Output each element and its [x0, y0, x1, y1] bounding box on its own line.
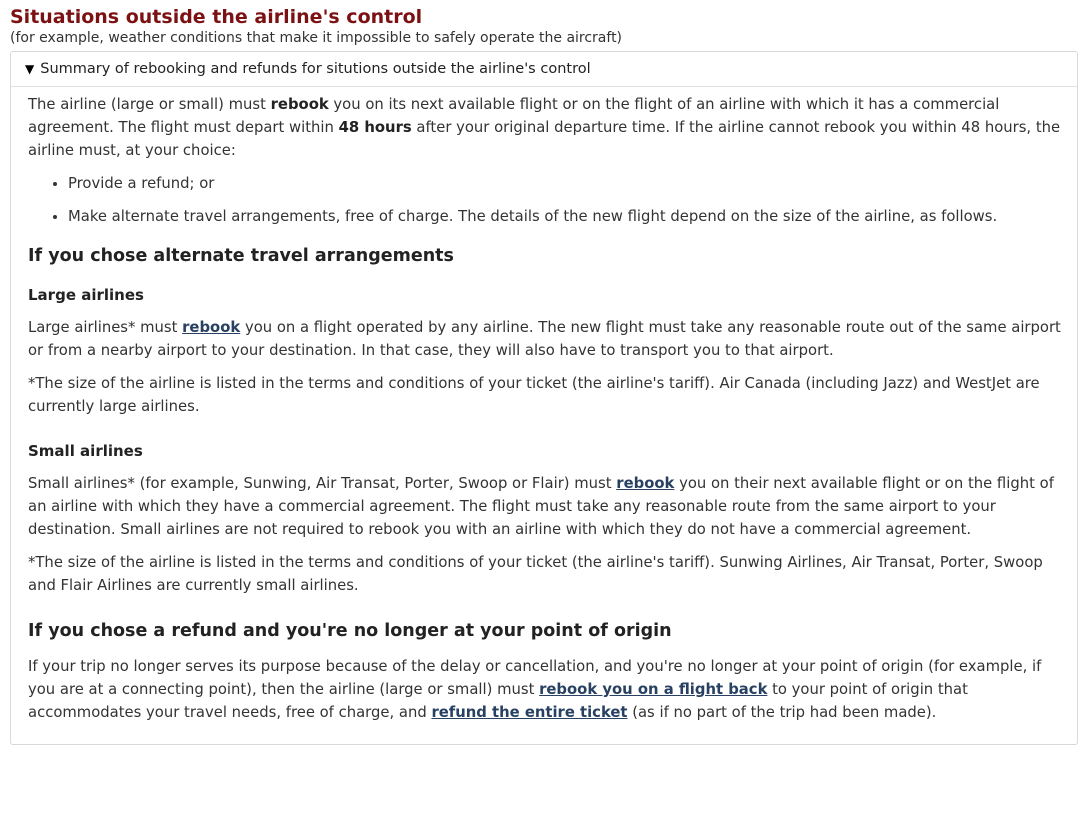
small-text-2: you on their next available flight or on the flight of an airline with which they have a commercial agreement. The flight must take any reasonable route from the same airport to your destination. Small airlines are not required to rebook you with an airline with which they do not have a commercial agreement.	[28, 475, 1054, 538]
refund-text-3: (as if no part of the trip had been made).	[627, 704, 937, 721]
rebook-flight-back-link[interactable]: rebook you on a flight back	[539, 681, 768, 698]
refund-text-1: If your trip no longer serves its purpose because of the delay or cancellation, and you're no longer at your point of origin (for example, if you are at a connecting point), then the airline (large or small) must	[28, 658, 1042, 698]
intro-text-2: you on its next available flight or on the flight of an airline with which it has a commercial agreement. The flight must depart within	[28, 96, 1000, 136]
page-title: Situations outside the airline's control	[10, 6, 423, 28]
intro-text-3: after your original departure time. If the airline cannot rebook you within 48 hours, the airline must, at your choice:	[28, 119, 1061, 159]
intro-paragraph	[28, 93, 1061, 162]
small-rebook-link[interactable]: rebook	[616, 475, 675, 492]
large-airlines-note: *The size of the airline is listed in the terms and conditions of your ticket (the airline's tariff). Air Canada (including Jazz) and WestJet are currently large airlines.	[28, 375, 1040, 415]
refund-heading: If you chose a refund and you're no longer at your point of origin	[28, 621, 672, 641]
small-airlines-heading: Small airlines	[28, 442, 143, 460]
large-text-1: Large airlines* must	[28, 319, 183, 336]
summary-details	[10, 51, 1078, 745]
large-rebook-link[interactable]: rebook	[182, 319, 241, 336]
small-airlines-paragraph	[28, 472, 1061, 541]
refund-entire-ticket-link[interactable]: refund the entire ticket	[431, 704, 628, 721]
summary-toggle[interactable]	[11, 52, 1077, 87]
small-airlines-note: *The size of the airline is listed in the terms and conditions of your ticket (the airline's tariff). Sunwing Airlines, Air Transat, Porter, Swoop and Flair Airlines are currently small airlines.	[28, 554, 1043, 594]
large-airlines-paragraph	[28, 316, 1061, 362]
list-item: • Make alternate travel arrangements, free of charge. The details of the new flight depend on the size of the airline, as follows.	[68, 205, 1061, 228]
list-item: • Provide a refund; or	[68, 172, 1061, 195]
small-text-1: Small airlines* (for example, Sunwing, Air Transat, Porter, Swoop or Flair) must	[28, 475, 617, 492]
refund-paragraph	[28, 655, 1061, 724]
alternate-heading: If you chose alternate travel arrangements	[28, 246, 454, 266]
intro-text-1: The airline (large or small) must	[28, 96, 271, 113]
options-list	[28, 172, 1061, 228]
refund-text-2: to your point of origin that accommodates your travel needs, free of charge, and	[28, 681, 968, 721]
page-subtitle: (for example, weather conditions that make it impossible to safely operate the aircraft)	[10, 30, 623, 46]
summary-body	[11, 87, 1077, 744]
large-airlines-heading: Large airlines	[28, 286, 144, 304]
summary-label: Summary of rebooking and refunds for situtions outside the airline's control	[40, 61, 591, 77]
intro-bold-rebook: rebook	[270, 96, 329, 113]
triangle-down-icon: ▼	[25, 62, 35, 76]
intro-bold-48-hours: 48 hours	[338, 119, 412, 136]
large-text-2: you on a flight operated by any airline. The new flight must take any reasonable route out of the same airport or from a nearby airport to your destination. In that case, they will also have to transport you to that airport.	[28, 319, 1061, 359]
